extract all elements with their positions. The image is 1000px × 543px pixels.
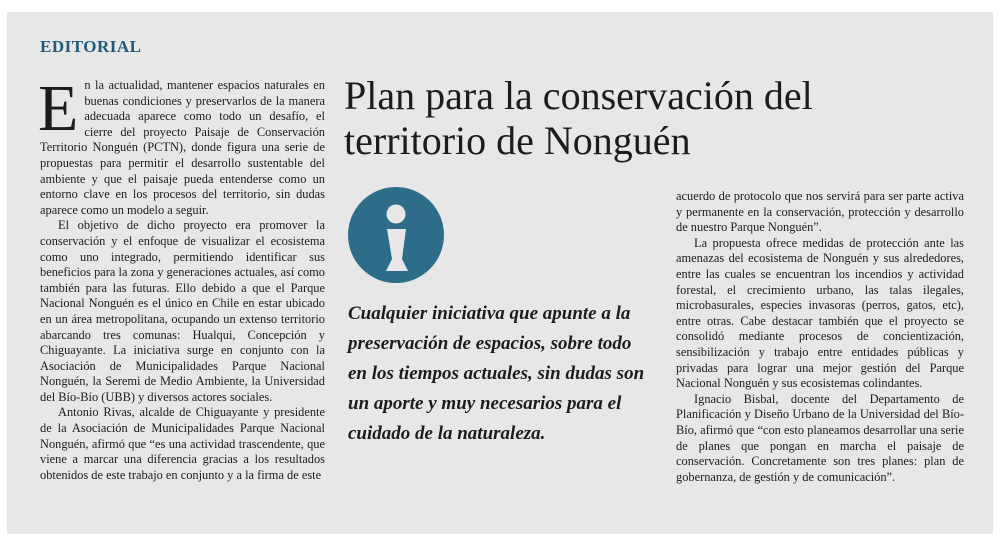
lead-paragraph: [38, 72, 325, 218]
body-paragraph: La propuesta ofrece medidas de protección ante las amenazas del ecosistema de Nonguén y sus alrededores, entre las cuales se encuentran los incendios y actividad forestal, el crecimiento urbano, las talas ilegales, microbasurales, especies invasoras (perros, gatos, etc), entre otras. Cabe destacar también que el proyecto se consolidó mediante procesos de concientización, sensibilización y trabajo entre entidades públicas y privadas para lograr una mejor gestión del Parque Nacional Nonguén y sus ecosistemas colindantes.: [676, 235, 964, 391]
article-column-right: [676, 189, 964, 485]
section-label: EDITORIAL: [40, 37, 142, 56]
pull-quote: Cualquier iniciativa que apunte a la preservación de espacios, sobre todo en los tiempos actuales, sin dudas son un aporte y muy necesarios para el cuidado de la naturaleza.: [348, 303, 645, 444]
drop-cap: E: [38, 72, 79, 145]
body-paragraph: Ignacio Bisbal, docente del Departamento de Planificación y Diseño Urbano de la Universidad del Bío-Bío, afirmó que “con esto planeamos desarrollar una serie de planes que pongan en marcha el paisaje de conservación. Concretamente son tres planes: plan de gobernanza, de gestión y de comunicación”.: [676, 391, 964, 484]
headline: Plan para la conservación del territorio de Nonguén: [344, 73, 813, 163]
editorial-page: [7, 12, 993, 534]
continuation-paragraph: acuerdo de protocolo que nos servirá para ser parte activa y permanente en la conservación, protección y desarrollo de nuestro Parque Nonguén”.: [676, 189, 964, 235]
lead-text: n la actualidad, mantener espacios naturales en buenas condiciones y preservarlos de la manera adecuada aparece como todo un desafío, el cierre del proyecto Paisaje de Conservación Territorio Nonguén (PCTN), donde figura una serie de propuestas para permitir el desarrollo sustentable del ambiente y que el paisaje pueda entenderse como un entorno clave en los procesos del territorio, sin dudas aparece como un modelo a seguir.: [40, 78, 325, 217]
article-column-left: [38, 72, 325, 483]
info-icon: [348, 187, 444, 283]
body-paragraph: Antonio Rivas, alcalde de Chiguayante y presidente de la Asociación de Municipalidades Parque Nacional Nonguén, afirmó que “es una actividad trascendente, que viene a marcar una diferencia gracias a los resultados obtenidos de este trabajo en conjunto y a la firma de este: [40, 405, 325, 482]
body-paragraph: El objetivo de dicho proyecto era promover la conservación y el enfoque de visualizar el ecosistema como uno integrado, permitiendo identificar sus beneficios para la zona y generaciones actuales, así como también para las futuras. Ello debido a que el Parque Nacional Nonguén es el único en Chile en estar ubicado en un área metropolitana, ocupando un extenso territorio abarcando tres comunas: Hualqui, Concepción y Chiguayante. La iniciativa surge en conjunto con la Asociación de Municipalidades Parque Nacional Nonguén, la Seremi de Medio Ambiente, la Universidad del Bío-Bío (UBB) y diversos actores sociales.: [40, 218, 325, 404]
